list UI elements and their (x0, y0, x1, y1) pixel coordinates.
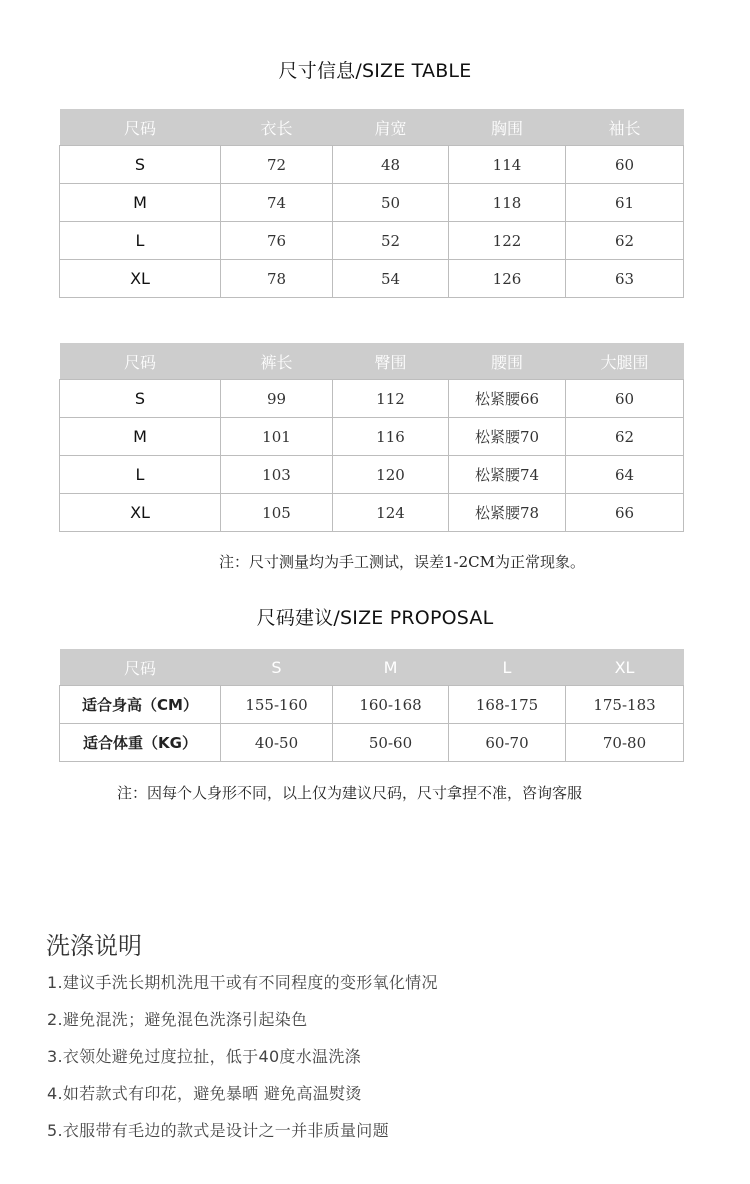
header-cell: 尺码 (60, 649, 221, 686)
table-cell: 124 (333, 494, 449, 532)
table-row (60, 184, 684, 222)
bottom-size-table (59, 343, 684, 532)
table-cell: M (60, 184, 221, 222)
measurement-note: 注：尺寸测量均为手工测试，误差1-2CM为正常现象。 (219, 553, 585, 571)
table-cell: XL (60, 494, 221, 532)
table-cell: 62 (566, 418, 684, 456)
table-cell: 116 (333, 418, 449, 456)
table-cell: 松紧腰66 (449, 380, 566, 418)
table-cell: 54 (333, 260, 449, 298)
table-row (60, 494, 684, 532)
table-cell: 松紧腰70 (449, 418, 566, 456)
header-cell: 裤长 (221, 343, 333, 380)
size-proposal-table (59, 649, 684, 762)
table-row (60, 260, 684, 298)
table-cell: 63 (566, 260, 684, 298)
header-cell: L (449, 649, 566, 686)
table-cell: 112 (333, 380, 449, 418)
washing-item: 3.衣领处避免过度拉扯，低于40度水温洗涤 (47, 1047, 361, 1066)
top-size-table (59, 109, 684, 298)
table-cell: 松紧腰78 (449, 494, 566, 532)
table-cell: 50-60 (333, 724, 449, 762)
table-cell: S (60, 380, 221, 418)
table-cell: 60 (566, 146, 684, 184)
header-cell: 袖长 (566, 109, 684, 146)
washing-item: 4.如若款式有印花，避免暴晒 避免高温熨烫 (47, 1084, 362, 1103)
header-cell: 腰围 (449, 343, 566, 380)
table-cell: L (60, 456, 221, 494)
header-cell: S (221, 649, 333, 686)
table-cell: 72 (221, 146, 333, 184)
table-cell: 74 (221, 184, 333, 222)
size-proposal-title: 尺码建议/SIZE PROPOSAL (256, 607, 494, 629)
table-cell: S (60, 146, 221, 184)
table-cell: XL (60, 260, 221, 298)
table-cell: 160-168 (333, 686, 449, 724)
table-cell: 78 (221, 260, 333, 298)
table-cell: 48 (333, 146, 449, 184)
table-cell: 120 (333, 456, 449, 494)
table-row (60, 222, 684, 260)
table-cell: 114 (449, 146, 566, 184)
table-cell: 60-70 (449, 724, 566, 762)
table-row (60, 456, 684, 494)
table-header-row (60, 649, 684, 686)
table-row (60, 686, 684, 724)
header-cell: 大腿围 (566, 343, 684, 380)
table-cell: 168-175 (449, 686, 566, 724)
table-row (60, 146, 684, 184)
header-cell: 肩宽 (333, 109, 449, 146)
table-cell: 64 (566, 456, 684, 494)
size-table-title: 尺寸信息/SIZE TABLE (278, 60, 472, 82)
table-cell: 61 (566, 184, 684, 222)
table-cell: 76 (221, 222, 333, 260)
table-header-row (60, 109, 684, 146)
table-cell: 52 (333, 222, 449, 260)
table-cell: 122 (449, 222, 566, 260)
table-cell: 66 (566, 494, 684, 532)
table-cell: 松紧腰74 (449, 456, 566, 494)
table-cell: 60 (566, 380, 684, 418)
table-cell: L (60, 222, 221, 260)
header-cell: XL (566, 649, 684, 686)
header-cell: 尺码 (60, 109, 221, 146)
table-cell: 50 (333, 184, 449, 222)
washing-item: 2.避免混洗；避免混色洗涤引起染色 (47, 1010, 308, 1029)
table-cell: 105 (221, 494, 333, 532)
table-cell: 126 (449, 260, 566, 298)
washing-title: 洗涤说明 (46, 932, 142, 960)
table-cell: 103 (221, 456, 333, 494)
table-cell: 适合体重（KG） (60, 724, 221, 762)
header-cell: 尺码 (60, 343, 221, 380)
header-cell: M (333, 649, 449, 686)
washing-item: 1.建议手洗长期机洗甩干或有不同程度的变形氧化情况 (47, 973, 438, 992)
table-cell: 99 (221, 380, 333, 418)
table-cell: 适合身高（CM） (60, 686, 221, 724)
table-row (60, 418, 684, 456)
header-cell: 衣长 (221, 109, 333, 146)
table-cell: 62 (566, 222, 684, 260)
table-cell: 101 (221, 418, 333, 456)
table-cell: M (60, 418, 221, 456)
table-cell: 155-160 (221, 686, 333, 724)
table-header-row (60, 343, 684, 380)
proposal-note: 注：因每个人身形不同，以上仅为建议尺码，尺寸拿捏不准，咨询客服 (117, 784, 583, 802)
table-cell: 40-50 (221, 724, 333, 762)
table-cell: 70-80 (566, 724, 684, 762)
table-cell: 118 (449, 184, 566, 222)
table-cell: 175-183 (566, 686, 684, 724)
table-row (60, 380, 684, 418)
header-cell: 胸围 (449, 109, 566, 146)
header-cell: 臀围 (333, 343, 449, 380)
table-row (60, 724, 684, 762)
washing-item: 5.衣服带有毛边的款式是设计之一并非质量问题 (47, 1121, 389, 1140)
